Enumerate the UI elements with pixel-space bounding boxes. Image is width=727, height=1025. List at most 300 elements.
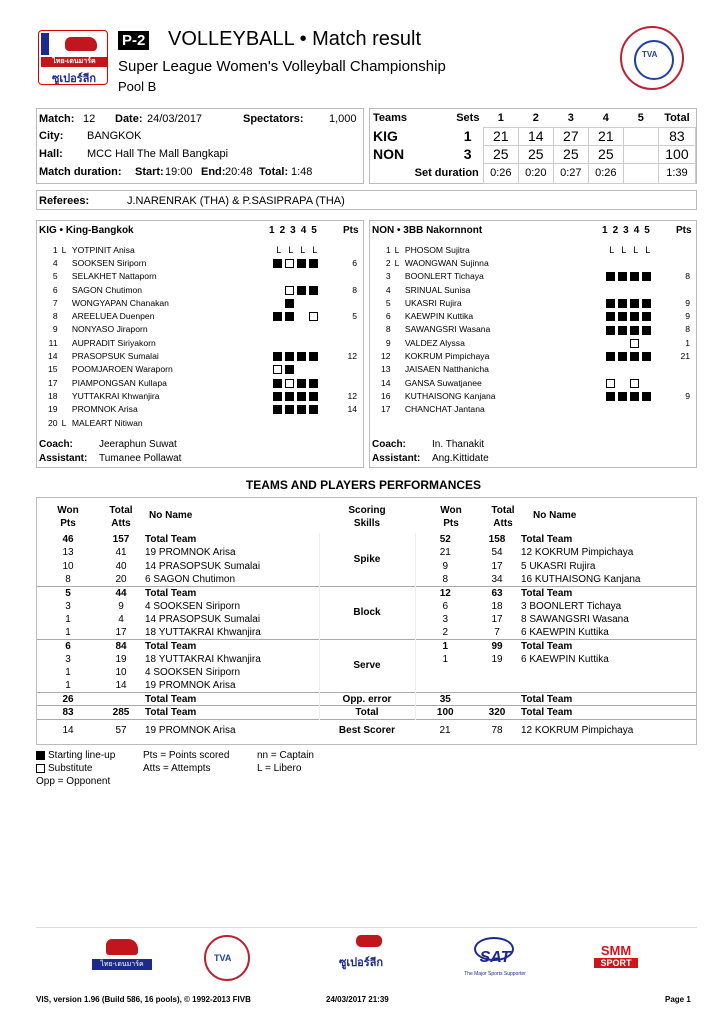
- starter-square-icon: [285, 392, 294, 401]
- team-b-set-headers: 12345: [602, 225, 655, 236]
- libero-marker: L: [276, 244, 282, 255]
- empty-set-slot: [654, 326, 663, 335]
- team-b-stat: 17: [491, 613, 503, 625]
- starter-square-icon: [309, 405, 318, 414]
- starter-square-icon: [606, 326, 615, 335]
- starter-square-icon: [630, 299, 639, 308]
- performances-table: Won Pts Total Atts No Name Scoring Skills Won Pts Total Atts No Name 46 157 Total Team Spike 52 158 Total Team 13 41 19 PROMNOK Arisa 21 54 12 KOKRUM Pimpichaya 10 40 14 PRASOPSUK Sumalai 9 17 5 UKASRI Rujira 8 20 6 SAGON Chutimon 8 34 16 KUTHAISONG Kanjana 5 44 Total Team Block 12 63 Total Team 3 9 4 SOOKSEN Siriporn 6 18 3 BOONLERT Tichaya 1 4 14 PRASOPSUK Sumalai 3 17 8 SAWANGSRI Wasana 1 17 18 YUTTAKRAI Khwanjira 2 7 6 KAEWPIN Kuttika 6 84 Total Team Serve 1 99 Total Team 3 19 18 YUTTAKRAI Khwanjira 1 19 6 KAEWPIN Kuttika 1 10 4 SOOKSEN Siriporn 1 14 19 PROMNOK Arisa 26 Total Team Opp. error 35 Total Team 83 285 Total Team Total 100 320 Total Team 14 57 19 PROMNOK Arisa Best Scorer 21 78 12 KOKRUM Pimpichaya: [36, 497, 697, 745]
- sponsor-super-league-logo: ซูเปอร์ลีก: [330, 935, 392, 981]
- player-set-markers: [273, 403, 341, 416]
- player-points: 12: [347, 351, 357, 362]
- player-row: [370, 389, 696, 402]
- starter-square-icon: [297, 352, 306, 361]
- player-name: YUTTAKRAI Khwanjira: [71, 390, 160, 401]
- score-row-non: NON 3 25 25 25 25 100: [370, 145, 696, 163]
- empty-set-slot: [606, 259, 615, 268]
- team-b-stat: 6 KAEWPIN Kuttika: [521, 626, 609, 638]
- empty-set-slot: [654, 379, 663, 388]
- player-libero-flag: [62, 403, 72, 416]
- empty-set-slot: [642, 286, 651, 295]
- team-a-stat: 4 SOOKSEN Siriporn: [145, 600, 241, 612]
- player-row: [37, 376, 363, 389]
- team-b-stat: 19: [491, 653, 503, 665]
- player-name: CHANCHAT Jantana: [404, 404, 485, 415]
- player-libero-flag: L: [394, 244, 400, 255]
- player-set-markers: [273, 363, 341, 376]
- empty-set-slot: [321, 299, 330, 308]
- match-info-box: Match: 12 Date: 24/03/2017 Spectators: 1,000 City: BANGKOK Hall: MCC Hall The Mall Bangkapi Match duration: Start: 19:00 End: 20:48 Total: 1:48: [36, 108, 364, 184]
- player-libero-flag: [395, 389, 405, 402]
- player-number: 4: [385, 284, 391, 295]
- player-number: 11: [48, 337, 58, 348]
- empty-set-slot: [309, 419, 318, 428]
- substitute-square-icon: [273, 365, 282, 374]
- team-b-stat: 12 KOKRUM Pimpichaya: [521, 547, 634, 559]
- empty-set-slot: [618, 379, 627, 388]
- best-scorer-label: Best Scorer: [319, 719, 415, 741]
- player-name: POOMJAROEN Waraporn: [71, 364, 173, 375]
- skill-label: Serve: [319, 639, 415, 692]
- player-row: [37, 309, 363, 322]
- team-b-player-list: [370, 243, 696, 416]
- team-b-stat: [475, 693, 519, 706]
- player-number: 8: [52, 311, 58, 322]
- player-set-markers: [606, 270, 674, 283]
- performance-row: [37, 706, 696, 719]
- super-league-logo: ไทย-เดนมาร์ค ซูเปอร์ลีก: [38, 30, 108, 85]
- empty-set-slot: [654, 405, 663, 414]
- player-set-markers: [606, 376, 674, 389]
- empty-set-slot: [321, 392, 330, 401]
- empty-set-slot: [642, 339, 651, 348]
- player-libero-flag: L: [394, 257, 400, 268]
- sponsor-smm-sport-logo: SMM SPORT: [594, 935, 638, 981]
- player-number: 17: [48, 377, 58, 388]
- substitute-square-icon: [309, 312, 318, 321]
- empty-set-slot: [297, 365, 306, 374]
- player-libero-flag: [62, 336, 72, 349]
- team-a-stat: Total Team: [143, 586, 319, 599]
- team-a-stat: 84: [99, 639, 143, 652]
- best-scorer-stat: 19 PROMNOK Arisa: [143, 719, 319, 741]
- sponsor-dutch-mill-logo: ไทย-เดนมาร์ค: [92, 935, 152, 981]
- player-set-markers: [273, 296, 341, 309]
- player-set-markers: [273, 416, 341, 429]
- player-points: 6: [352, 257, 357, 268]
- empty-set-slot: [642, 405, 651, 414]
- player-number: 14: [48, 351, 58, 362]
- player-libero-flag: [62, 270, 72, 283]
- player-number: 15: [48, 364, 58, 375]
- empty-set-slot: [321, 379, 330, 388]
- team-a-set-headers: 12345: [269, 225, 322, 236]
- legend: Starting line-up Substitute Opp = Opponent: [36, 750, 116, 787]
- team-b-stat: Total Team: [519, 586, 696, 599]
- player-row: [37, 336, 363, 349]
- starter-square-icon: [630, 352, 639, 361]
- player-name: AUPRADIT Siriyakorn: [71, 337, 156, 348]
- team-b-stat: Total Team: [521, 534, 573, 546]
- empty-set-slot: [309, 299, 318, 308]
- player-libero-flag: L: [61, 417, 67, 428]
- team-b-stat: 8 SAWANGSRI Wasana: [521, 613, 629, 625]
- team-a-stat: 17: [115, 626, 127, 638]
- empty-set-slot: [654, 352, 663, 361]
- starter-square-icon: [309, 286, 318, 295]
- player-row: [370, 256, 696, 269]
- team-a-stat: 18 YUTTAKRAI Khwanjira: [145, 653, 261, 665]
- player-number: 9: [52, 324, 58, 335]
- empty-set-slot: [618, 405, 627, 414]
- player-name: SAGON Chutimon: [71, 284, 143, 295]
- player-set-markers: [273, 349, 341, 362]
- player-row: [370, 270, 696, 283]
- player-row: [370, 283, 696, 296]
- empty-set-slot: [321, 246, 330, 255]
- empty-set-slot: [297, 419, 306, 428]
- footer-version: VIS, version 1.96 (Build 586, 16 pools), © 1992-2013 FIVB: [36, 995, 251, 1004]
- team-a-stat: 157: [112, 534, 130, 546]
- player-points: 5: [352, 311, 357, 322]
- player-row: [37, 283, 363, 296]
- team-b-stat: [519, 679, 696, 692]
- player-name: PRASOPSUK Sumalai: [71, 351, 159, 362]
- team-b-stat: 5 UKASRI Rujira: [521, 560, 596, 572]
- libero-marker: L: [633, 244, 639, 255]
- player-set-markers: [606, 323, 674, 336]
- player-points: [673, 403, 696, 416]
- team-a-stat: 1: [65, 680, 71, 692]
- player-set-markers: [273, 376, 341, 389]
- player-number: 4: [52, 257, 58, 268]
- player-points: [673, 283, 696, 296]
- cow-icon: [65, 37, 97, 51]
- player-points: [340, 323, 363, 336]
- player-libero-flag: [62, 256, 72, 269]
- player-points: [340, 336, 363, 349]
- empty-set-slot: [321, 339, 330, 348]
- empty-set-slot: [642, 365, 651, 374]
- empty-set-slot: [285, 326, 294, 335]
- player-libero-flag: [395, 270, 405, 283]
- team-b-stat: 63: [475, 586, 519, 599]
- empty-set-slot: [273, 299, 282, 308]
- empty-set-slot: [654, 312, 663, 321]
- player-set-markers: [273, 270, 341, 283]
- player-set-markers: [273, 243, 341, 256]
- starter-square-icon: [642, 352, 651, 361]
- substitute-square-icon: [36, 764, 45, 773]
- team-a-stat: 1: [65, 667, 71, 679]
- player-number: 3: [385, 271, 391, 282]
- team-a-stat: 20: [115, 573, 127, 585]
- player-points: 9: [685, 390, 690, 401]
- player-points: [340, 416, 363, 429]
- empty-set-slot: [321, 259, 330, 268]
- team-a-stat: 18 YUTTAKRAI Khwanjira: [145, 626, 261, 638]
- player-points: 21: [680, 351, 690, 362]
- player-number: 2: [385, 257, 391, 268]
- team-b-stat: 3: [442, 613, 449, 625]
- starter-square-icon: [618, 312, 627, 321]
- team-b-stat: 8: [442, 573, 449, 585]
- footer-datetime: 24/03/2017 21:39: [326, 995, 389, 1004]
- team-a-stat: 10: [115, 667, 127, 679]
- team-a-stat: 10: [62, 560, 74, 572]
- empty-set-slot: [654, 246, 663, 255]
- player-libero-flag: [62, 363, 72, 376]
- player-name: NONYASO Jiraporn: [71, 324, 148, 335]
- team-b-roster: NON • 3BB Nakornnont 12345 Pts 1 L PHOSOM Sujitra L L L L 2 L WAONGWAN Sujinna 3 BOONLERT Tichaya 8 4 SRINUAL Sunisa 5 UKASRI Rujira 9 6 KAEWPIN Kuttika 9 8 SAWANGSRI Wasana 8 9 VALDEZ Alyssa 1 12 KOKRUM Pimpichaya 21 13 JAISAEN Natthanicha 14 GANSA Suwatjanee 16 KUTHAISONG Kanjana 9 17 CHANCHAT Jantana Coach: In. Thanakit Assistant: Ang.Kittidate: [369, 220, 697, 468]
- empty-set-slot: [309, 365, 318, 374]
- page-title: VOLLEYBALL • Match result: [168, 28, 422, 50]
- player-name: PHOSOM Sujitra: [404, 244, 470, 255]
- starter-square-icon: [273, 392, 282, 401]
- starter-square-icon: [642, 272, 651, 281]
- best-scorer-stat: 14: [37, 719, 99, 741]
- substitute-square-icon: [630, 379, 639, 388]
- championship-name: Super League Women's Volleyball Championship: [118, 58, 446, 75]
- player-number: 13: [381, 364, 391, 375]
- player-number: 8: [385, 324, 391, 335]
- player-number: 7: [52, 297, 58, 308]
- starter-square-icon: [642, 299, 651, 308]
- team-a-stat: 6 SAGON Chutimon: [145, 573, 236, 585]
- empty-set-slot: [654, 365, 663, 374]
- team-b-stat: 320: [475, 706, 519, 719]
- starter-square-icon: [297, 286, 306, 295]
- player-row: [37, 389, 363, 402]
- team-b-stat: 21: [439, 547, 451, 559]
- team-b-stat: 18: [491, 600, 503, 612]
- team-b-stat: Total Team: [519, 639, 696, 652]
- player-libero-flag: [62, 389, 72, 402]
- starter-square-icon: [606, 299, 615, 308]
- starter-square-icon: [618, 272, 627, 281]
- pool-name: Pool B: [118, 79, 157, 94]
- performances-rows: [37, 533, 696, 741]
- player-libero-flag: [395, 403, 405, 416]
- team-b-stat: 35: [415, 693, 475, 706]
- empty-set-slot: [606, 405, 615, 414]
- team-a-stat: 285: [99, 706, 143, 719]
- player-row: [37, 416, 363, 429]
- skill-label: Opp. error: [319, 693, 415, 706]
- starter-square-icon: [273, 259, 282, 268]
- player-number: 20: [48, 417, 58, 428]
- team-a-stat: 8: [65, 573, 71, 585]
- player-set-markers: [273, 309, 341, 322]
- team-b-stat: Total Team: [519, 706, 696, 719]
- starter-square-icon: [285, 312, 294, 321]
- empty-set-slot: [618, 365, 627, 374]
- empty-set-slot: [297, 326, 306, 335]
- player-libero-flag: [395, 363, 405, 376]
- team-a-stat: Total Team: [145, 534, 197, 546]
- player-name: PIAMPONGSAN Kullapa: [71, 377, 167, 388]
- empty-set-slot: [321, 312, 330, 321]
- starter-square-icon: [618, 299, 627, 308]
- player-points: 8: [352, 284, 357, 295]
- player-set-markers: [606, 349, 674, 362]
- team-b-stat: 34: [491, 573, 503, 585]
- player-set-markers: [606, 389, 674, 402]
- player-points: 8: [685, 271, 690, 282]
- player-set-markers: [606, 336, 674, 349]
- starter-square-icon: [618, 326, 627, 335]
- team-a-stat: 83: [37, 706, 99, 719]
- best-scorer-stat: 21: [415, 719, 475, 741]
- player-name: WAONGWAN Sujinna: [404, 257, 489, 268]
- libero-marker: L: [645, 244, 651, 255]
- player-libero-flag: [395, 336, 405, 349]
- best-scorer-stat: 78: [475, 719, 519, 741]
- player-set-markers: [273, 323, 341, 336]
- team-b-stat: [519, 666, 696, 679]
- empty-set-slot: [273, 326, 282, 335]
- player-points: 8: [685, 324, 690, 335]
- team-b-stat: 100: [415, 706, 475, 719]
- player-set-markers: [273, 336, 341, 349]
- player-set-markers: [606, 256, 674, 269]
- starter-square-icon: [630, 272, 639, 281]
- player-set-markers: [606, 403, 674, 416]
- team-a-stat: 14: [115, 680, 127, 692]
- score-row-kig: KIG 1 21 14 27 21 83: [370, 127, 696, 145]
- player-set-markers: [606, 243, 674, 256]
- report-code: P-2: [118, 31, 149, 50]
- player-number: 16: [381, 390, 391, 401]
- player-points: [340, 243, 363, 256]
- team-b-name: NON • 3BB Nakornnont: [372, 225, 483, 236]
- substitute-square-icon: [630, 339, 639, 348]
- team-a-stat: 41: [115, 547, 127, 559]
- starter-square-icon: [630, 312, 639, 321]
- libero-marker: L: [288, 244, 294, 255]
- player-points: 14: [347, 404, 357, 415]
- empty-set-slot: [321, 286, 330, 295]
- starter-square-icon: [606, 272, 615, 281]
- substitute-square-icon: [285, 259, 294, 268]
- sponsor-tva-logo: TVA: [204, 935, 250, 981]
- player-row: [37, 256, 363, 269]
- libero-marker: L: [609, 244, 615, 255]
- player-set-markers: [606, 363, 674, 376]
- player-points: [340, 363, 363, 376]
- team-b-stat: [475, 679, 519, 692]
- player-set-markers: [273, 256, 341, 269]
- player-points: [673, 363, 696, 376]
- team-a-stat: 46: [62, 534, 74, 546]
- player-name: BOONLERT Tichaya: [404, 271, 484, 282]
- player-row: [37, 323, 363, 336]
- starter-square-icon: [273, 312, 282, 321]
- empty-set-slot: [273, 339, 282, 348]
- team-a-stat: 13: [62, 547, 74, 559]
- team-a-stat: 1: [65, 613, 71, 625]
- starter-square-icon: [309, 392, 318, 401]
- player-points: [673, 376, 696, 389]
- player-libero-flag: [62, 283, 72, 296]
- player-set-markers: [273, 389, 341, 402]
- starter-square-icon: [297, 379, 306, 388]
- team-a-player-list: [37, 243, 363, 429]
- empty-set-slot: [321, 326, 330, 335]
- starter-square-icon: [642, 392, 651, 401]
- skill-label: Block: [319, 586, 415, 639]
- substitute-square-icon: [285, 379, 294, 388]
- team-b-stat: [475, 666, 519, 679]
- player-libero-flag: [395, 349, 405, 362]
- best-scorer-stat: 57: [99, 719, 143, 741]
- empty-set-slot: [309, 326, 318, 335]
- player-libero-flag: [395, 323, 405, 336]
- player-number: 1: [385, 244, 391, 255]
- starter-square-icon: [642, 326, 651, 335]
- empty-set-slot: [273, 419, 282, 428]
- starter-square-icon: [297, 405, 306, 414]
- empty-set-slot: [321, 405, 330, 414]
- team-a-stat: 19: [115, 653, 127, 665]
- player-libero-flag: [62, 376, 72, 389]
- team-a-stat: 40: [115, 560, 127, 572]
- empty-set-slot: [642, 379, 651, 388]
- player-number: 6: [385, 311, 391, 322]
- empty-set-slot: [297, 312, 306, 321]
- player-libero-flag: [395, 309, 405, 322]
- empty-set-slot: [654, 392, 663, 401]
- team-a-stat: 19 PROMNOK Arisa: [145, 680, 236, 692]
- player-points: 9: [685, 297, 690, 308]
- empty-set-slot: [285, 339, 294, 348]
- empty-set-slot: [285, 419, 294, 428]
- starter-square-icon: [630, 392, 639, 401]
- player-number: 5: [52, 271, 58, 282]
- player-row: [370, 309, 696, 322]
- player-set-markers: [273, 283, 341, 296]
- team-b-stat: 9: [442, 560, 449, 572]
- empty-set-slot: [321, 365, 330, 374]
- player-name: PROMNOK Arisa: [71, 404, 138, 415]
- libero-marker: L: [312, 244, 318, 255]
- player-row: [37, 296, 363, 309]
- performance-row: [37, 693, 696, 706]
- player-name: WONGYAPAN Chanakan: [71, 297, 169, 308]
- team-a-stat: 6: [37, 639, 99, 652]
- player-libero-flag: [62, 296, 72, 309]
- empty-set-slot: [297, 272, 306, 281]
- starter-square-icon: [297, 259, 306, 268]
- substitute-square-icon: [285, 286, 294, 295]
- empty-set-slot: [309, 272, 318, 281]
- player-libero-flag: [395, 296, 405, 309]
- empty-set-slot: [321, 272, 330, 281]
- team-b-stat: 7: [494, 626, 500, 638]
- team-b-stat: 1: [442, 653, 449, 665]
- empty-set-slot: [606, 286, 615, 295]
- player-row: [370, 376, 696, 389]
- team-a-stat: Total Team: [143, 639, 319, 652]
- team-a-stat: [99, 693, 143, 706]
- empty-set-slot: [297, 299, 306, 308]
- starter-square-icon: [285, 365, 294, 374]
- score-table: Teams Sets 1 2 3 4 5 Total KIG 1 21 14 27 21 83 NON 3 25 25 25 25 100 Set duration 0:26 0:20 0:27 0:26 1:39: [369, 108, 697, 184]
- player-name: KAEWPIN Kuttika: [404, 311, 474, 322]
- team-b-stat: 54: [491, 547, 503, 559]
- starter-square-icon: [273, 379, 282, 388]
- team-a-stat: 3: [65, 600, 71, 612]
- player-number: 1: [52, 244, 58, 255]
